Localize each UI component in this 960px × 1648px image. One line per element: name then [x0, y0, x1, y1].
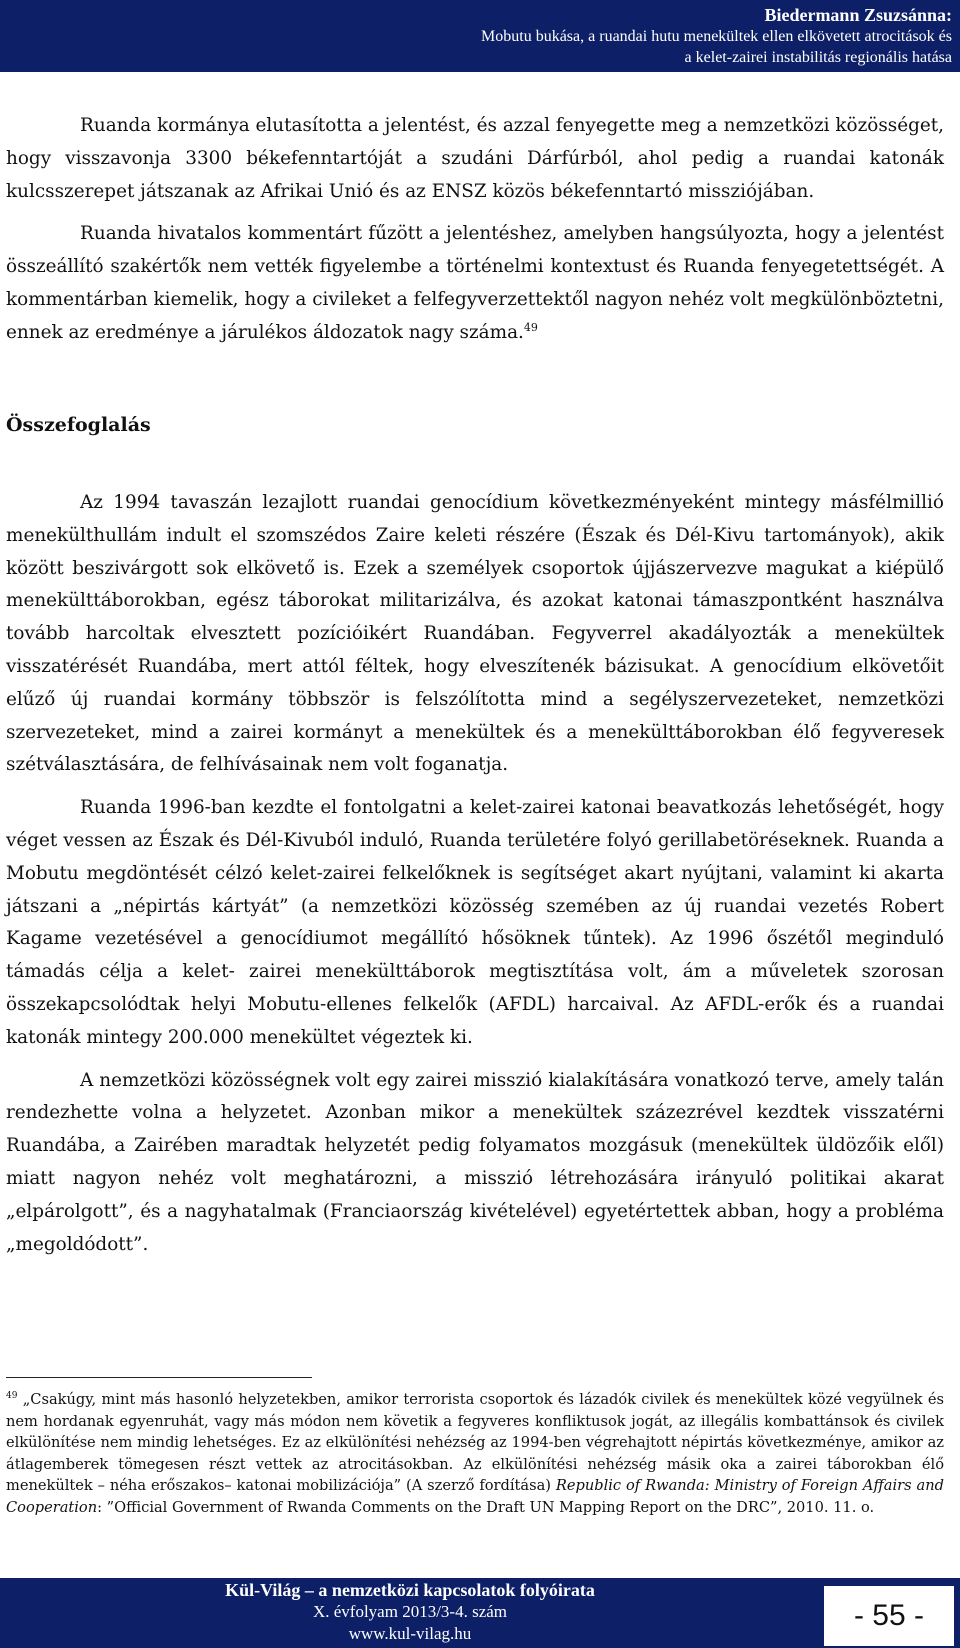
footer-issue: X. évfolyam 2013/3-4. szám [312, 1602, 508, 1621]
header-author: Biedermann Zsuzsánna: [764, 5, 952, 25]
page-number: - 55 - [824, 1586, 954, 1646]
running-header [0, 0, 960, 72]
footer-journal: Kül-Világ – a nemzetközi kapcsolatok folyóirata [225, 1580, 595, 1600]
section-heading: Összefoglalás [6, 414, 151, 436]
footer-website-link[interactable]: www.kul-vilag.hu [348, 1624, 472, 1643]
header-title-line-1: Mobutu bukása, a ruandai hutu menekültek ellen elkövetett atrocitások és [481, 28, 952, 45]
paragraph-2 [6, 218, 944, 349]
paragraph-1: Ruanda kormánya elutasította a jelentést, és azzal fenyegette meg a nemzetközi közösséget, hogy visszavonja 3300 békefenntartóját a szudáni Dárfúrból, ahol pedig a ruandai katonák kulcsszerepet játszanak az Afrikai Unió és az ENSZ közös békefenntartó missziójában. [6, 115, 944, 202]
body-text-top [6, 110, 944, 350]
footer-info [160, 1579, 660, 1645]
footnote-separator [6, 1377, 312, 1378]
footnote-49 [6, 1389, 944, 1518]
paragraph-5: A nemzetközi közösségnek volt egy zairei misszió kialakítására vonatkozó terve, amely talán rendezhette volna a helyzetet. Azonban mikor a menekültek százezrével kezdtek visszatérni Ruandába, a Zairében maradtak helyzetét pedig folyamatos mozgásuk (menekültek üldözőik elől) miatt nagyon nehéz volt meghatározni, a misszió létrehozására irányuló politikai akarat „elpárolgott”, és a nagyhatalmak (Franciaország kivételével) egyetértettek abban, hogy a probléma „megoldódott”. [6, 1069, 944, 1255]
body-text-summary [6, 487, 944, 1261]
footnote-text-1: „Csakúgy, mint más hasonló helyzetekben, amikor terrorista csoportok és lázadók civilek és menekültek közé vegyülnek és nem hordanak egyenruhát, vagy más módon nem követik a fegyveres konfliktusok jogát, az illegális kombattánsok és civilek elkülönítése nem mindig lehetséges. Ez az elkülönítési nehézség az 1994-ben végrehajtott népirtás következménye, amikor az átlagemberek tömegesen részt vettek az atrocitásokban. Az elkülönítési nehézség másik oka a zairei táborokban élő menekültek – néha erőszakos– katonai mobilizációja” (A szerző fordítása) [6, 1391, 944, 1494]
footnote-number: 49 [6, 1391, 18, 1402]
footnote-text-2: : ”Official Government of Rwanda Comments on the Draft UN Mapping Report on the DRC”, 2010. 11. o. [97, 1498, 875, 1516]
footnote-source: Republic of Rwanda: Ministry of Foreign Affairs and Cooperation [6, 1477, 944, 1516]
paragraph-2-text: Ruanda hivatalos kommentárt fűzött a jelentéshez, amelyben hangsúlyozta, hogy a jelentést összeállító szakértők nem vették figyelembe a történelmi kontextust és Ruanda fenyegetettségét. A kommentárban kiemelik, hogy a civileket a felfegyverzettektől nagyon nehéz volt megkülönböztetni, ennek az eredménye a járulékos áldozatok nagy száma. [6, 223, 944, 343]
footnote-ref-49[interactable]: 49 [523, 320, 538, 334]
paragraph-4: Ruanda 1996-ban kezdte el fontolgatni a kelet-zairei katonai beavatkozás lehetőségét, hogy véget vessen az Észak és Dél-Kivuból induló, Ruanda területére folyó gerillabetöréseknek. Ruanda a Mobutu megdöntését célzó kelet-zairei felkelőknek is segítséget akart nyújtani, valamint ki akarta játszani a „népirtás kártyát” (a nemzetközi közösség szemében az új ruandai vezetés Robert Kagame vezetésével a genocídiumot megállító hősöknek tűntek). Az 1996 őszétől meginduló támadás célja a kelet- zairei menekülttáborok megtisztítása volt, ám a műveletek szorosan összekapcsolódtak helyi Mobutu-ellenes felkelők (AFDL) harcaival. Az AFDL-erők és a ruandai katonák mintegy 200.000 menekültet végeztek ki. [6, 797, 944, 1048]
running-footer [0, 1578, 960, 1648]
paragraph-3: Az 1994 tavaszán lezajlott ruandai genocídium következményeként mintegy másfélmillió menekülthullám indult el szomszédos Zaire keleti részére (Észak és Dél-Kivu tartományok), akik között beszivárgott sok elkövető is. Ezek a személyek csoportok újjászervezve magukat a kiépülő menekülttáborokban, egész táborokat militarizálva, és azokat katonai támaszpontként használva tovább harcoltak elvesztett pozícióikért Ruandában. Fegyverrel akadályozták a menekültek visszatérését Ruandába, mert attól féltek, hogy elveszítenék bázisukat. A genocídium elkövetőit elűző új ruandai kormány többször is felszólította mind a segélyszervezeteket, nemzetközi szervezeteket, mind a zairei kormányt a menekültek és a menekülttáborokban élő fegyveresek szétválasztására, de felhívásainak nem volt foganatja. [6, 492, 944, 776]
header-title-line-2: a kelet-zairei instabilitás regionális hatása [684, 49, 952, 66]
